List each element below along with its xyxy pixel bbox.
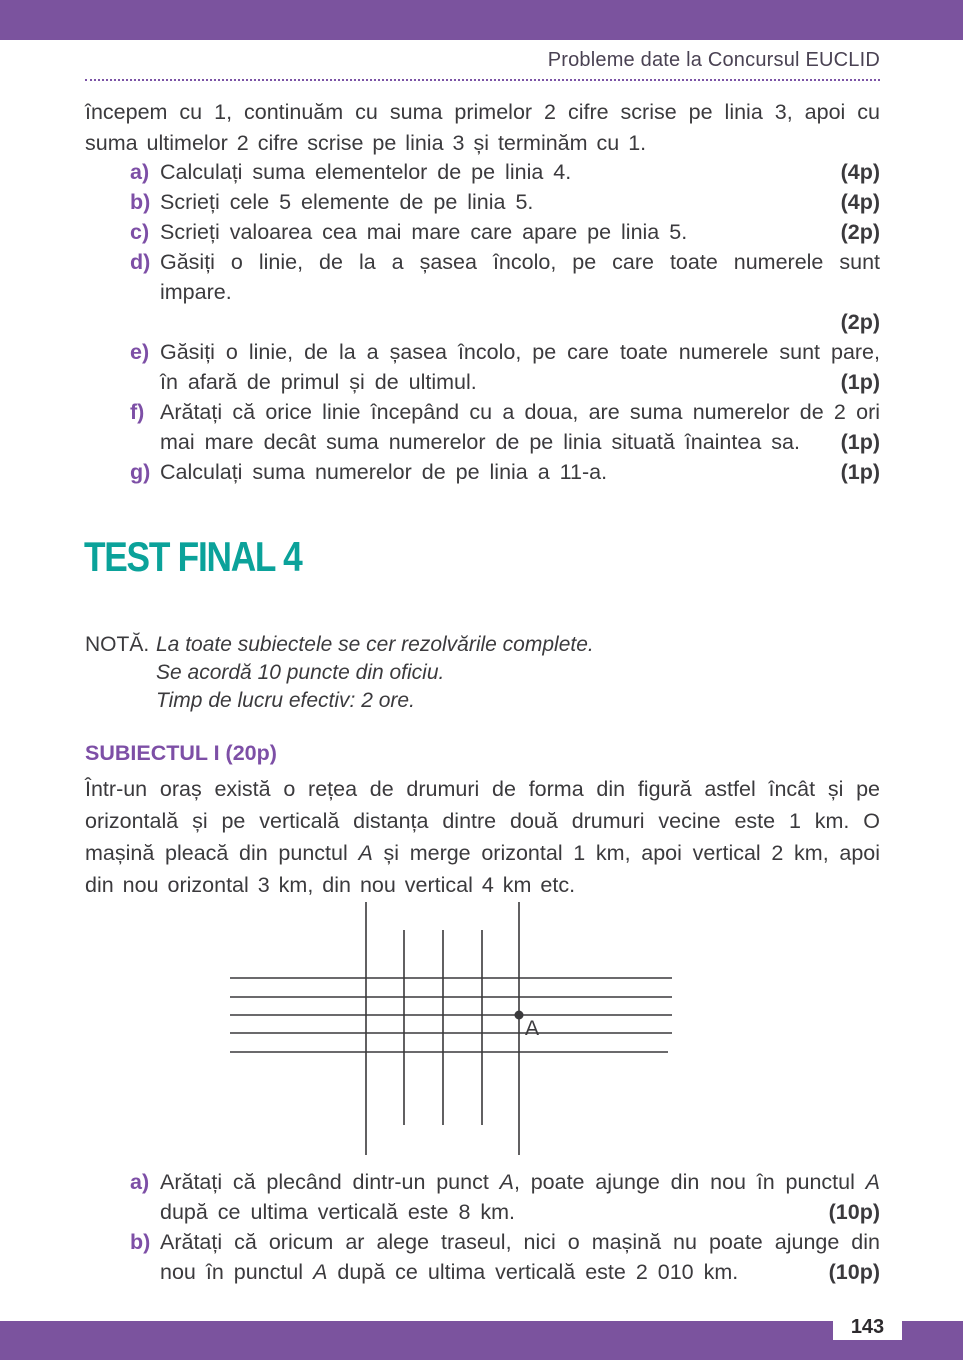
item-text: Calculați suma elementelor de pe linia 4. [160, 160, 572, 184]
item-letter: b) [130, 1230, 151, 1254]
item-text: Calculați suma numerelor de pe linia a 11-a. [160, 460, 608, 484]
point-a-reference: A [358, 841, 373, 865]
note-block [85, 631, 594, 715]
item-text: Scrieți cele 5 elemente de pe linia 5. [160, 190, 534, 214]
item-text: Arătați că orice linie începând cu a doua, are suma numerelor de 2 ori mai mare decât suma numerelor de pe linia situată înaintea sa. [160, 400, 880, 454]
item-text: Scrieți valoarea cea mai mare care apare pe linia 5. [160, 220, 688, 244]
list-item [130, 157, 880, 187]
road-lines [230, 902, 672, 1155]
item-points: (2p) [840, 220, 880, 244]
item-letter: b) [130, 190, 151, 214]
top-purple-bar [0, 0, 963, 40]
item-points: (4p) [840, 160, 880, 184]
note-line: Se acordă 10 puncte din oficiu. [156, 661, 445, 684]
subject-item-list [130, 1167, 880, 1287]
problem-item-list [130, 157, 880, 487]
point-a-label: A [525, 1017, 540, 1040]
list-item [130, 457, 880, 487]
list-item [130, 397, 880, 457]
list-item: a) Arătați că plecând dintr-un punct A, poate ajunge din nou în punctul A după ce ultima verticală este 8 km. (10p) [130, 1167, 880, 1227]
item-points: (1p) [840, 430, 880, 454]
item-letter: d) [130, 250, 151, 274]
item-text: Arătați că plecând dintr-un punct [160, 1170, 500, 1194]
bottom-purple-bar [0, 1321, 963, 1360]
item-text: Găsiți o linie, de la a șasea încolo, pe care toate numerele sunt pare, în afară de primul și de ultimul. [160, 340, 880, 394]
list-item [130, 337, 880, 397]
intro-paragraph: începem cu 1, continuăm cu suma primelor 2 cifre scrise pe linia 3, apoi cu suma ultimelor 2 cifre scrise pe linia 3 și terminăm cu 1. [85, 100, 880, 155]
note-label: NOTĂ. [85, 633, 150, 656]
list-item [130, 187, 880, 217]
item-points: (1p) [840, 370, 880, 394]
item-points: (1p) [840, 460, 880, 484]
header-dotted-rule [85, 79, 880, 81]
list-item [130, 247, 880, 337]
item-points: (10p) [828, 1260, 880, 1284]
page-number-box [833, 1314, 902, 1340]
item-points: (2p) [840, 310, 880, 334]
list-item: b) Arătați că oricum ar alege traseul, nici o mașină nu poate ajunge din nou în punctul A după ce ultima verticală este 2 010 km. (10p) [130, 1227, 880, 1287]
item-text: Arătați că oricum ar alege traseul, nici o mașină nu poate ajunge din nou în punctul [160, 1230, 880, 1284]
item-points: (10p) [828, 1200, 880, 1224]
running-header: Probleme date la Concursul EUCLID [547, 49, 880, 71]
item-text: Găsiți o linie, de la a șasea încolo, pe care toate numerele sunt impare. [160, 250, 880, 304]
note-line: La toate subiectele se cer rezolvările complete. [156, 633, 594, 656]
subject-paragraph: Într-un oraș există o rețea de drumuri de forma din figură astfel încât și pe orizontală și pe verticală distanța dintre două drumuri vecine este 1 km. O mașină pleacă din punctul A și merge orizontal 1 km, apoi vertical 2 km, apoi din nou orizontal 3 km, din nou vertical 4 km etc. [85, 777, 881, 897]
item-points: (4p) [840, 190, 880, 214]
note-line: Timp de lucru efectiv: 2 ore. [156, 689, 415, 712]
road-grid-figure [225, 895, 685, 1165]
item-letter: c) [130, 220, 150, 244]
list-item [130, 217, 880, 247]
item-letter: f) [130, 400, 145, 424]
page-number: 143 [850, 1315, 885, 1338]
subject-heading: SUBIECTUL I (20p) [85, 741, 277, 765]
point-a-dot [515, 1011, 524, 1020]
item-letter: g) [130, 460, 151, 484]
item-letter: e) [130, 340, 150, 364]
test-final-title: TEST FINAL 4 [84, 533, 302, 580]
item-letter: a) [130, 1170, 150, 1194]
item-letter: a) [130, 160, 150, 184]
